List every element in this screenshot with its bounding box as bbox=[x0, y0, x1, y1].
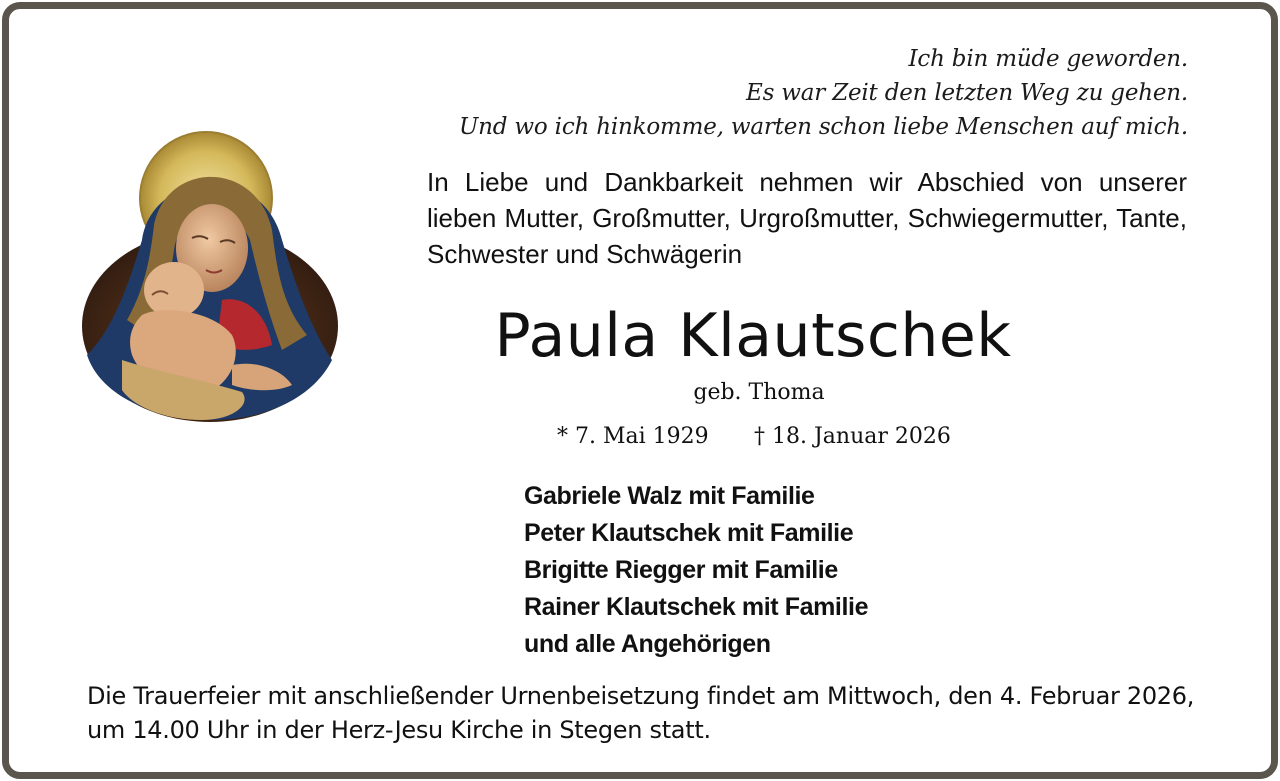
deceased-name: Paula Klautschek bbox=[494, 301, 1012, 371]
mourner-item: Peter Klautschek mit Familie bbox=[524, 519, 854, 547]
maiden-name: geb. Thoma bbox=[693, 380, 825, 405]
birth-date: * 7. Mai 1929 bbox=[557, 424, 709, 449]
funeral-notice: Die Trauerfeier mit anschließender Urnenbeisetzung findet am Mittwoch, den 4. Februar 2026, um 14.00 Uhr in der Herz-Jesu Kirche in Stegen statt. bbox=[87, 682, 1195, 744]
mourner-item: Rainer Klautschek mit Familie bbox=[524, 593, 869, 621]
mourner-item: und alle Angehörigen bbox=[524, 630, 771, 658]
death-date: † 18. Januar 2026 bbox=[754, 424, 951, 449]
intro-text: In Liebe und Dankbarkeit nehmen wir Abschied von unserer lieben Mutter, Großmutter, Urgroßmutter, Schwiegermutter, Tante, Schwester und Schwägerin bbox=[427, 167, 1187, 269]
poem-line: Und wo ich hinkomme, warten schon liebe Menschen auf mich. bbox=[459, 114, 1188, 140]
mourner-item: Brigitte Riegger mit Familie bbox=[524, 556, 838, 584]
poem-line: Es war Zeit den letzten Weg zu gehen. bbox=[745, 80, 1188, 106]
poem bbox=[459, 42, 1188, 144]
poem-line: Ich bin müde geworden. bbox=[908, 46, 1188, 72]
mourner-item: Gabriele Walz mit Familie bbox=[524, 482, 815, 510]
mourners-list bbox=[524, 478, 868, 663]
